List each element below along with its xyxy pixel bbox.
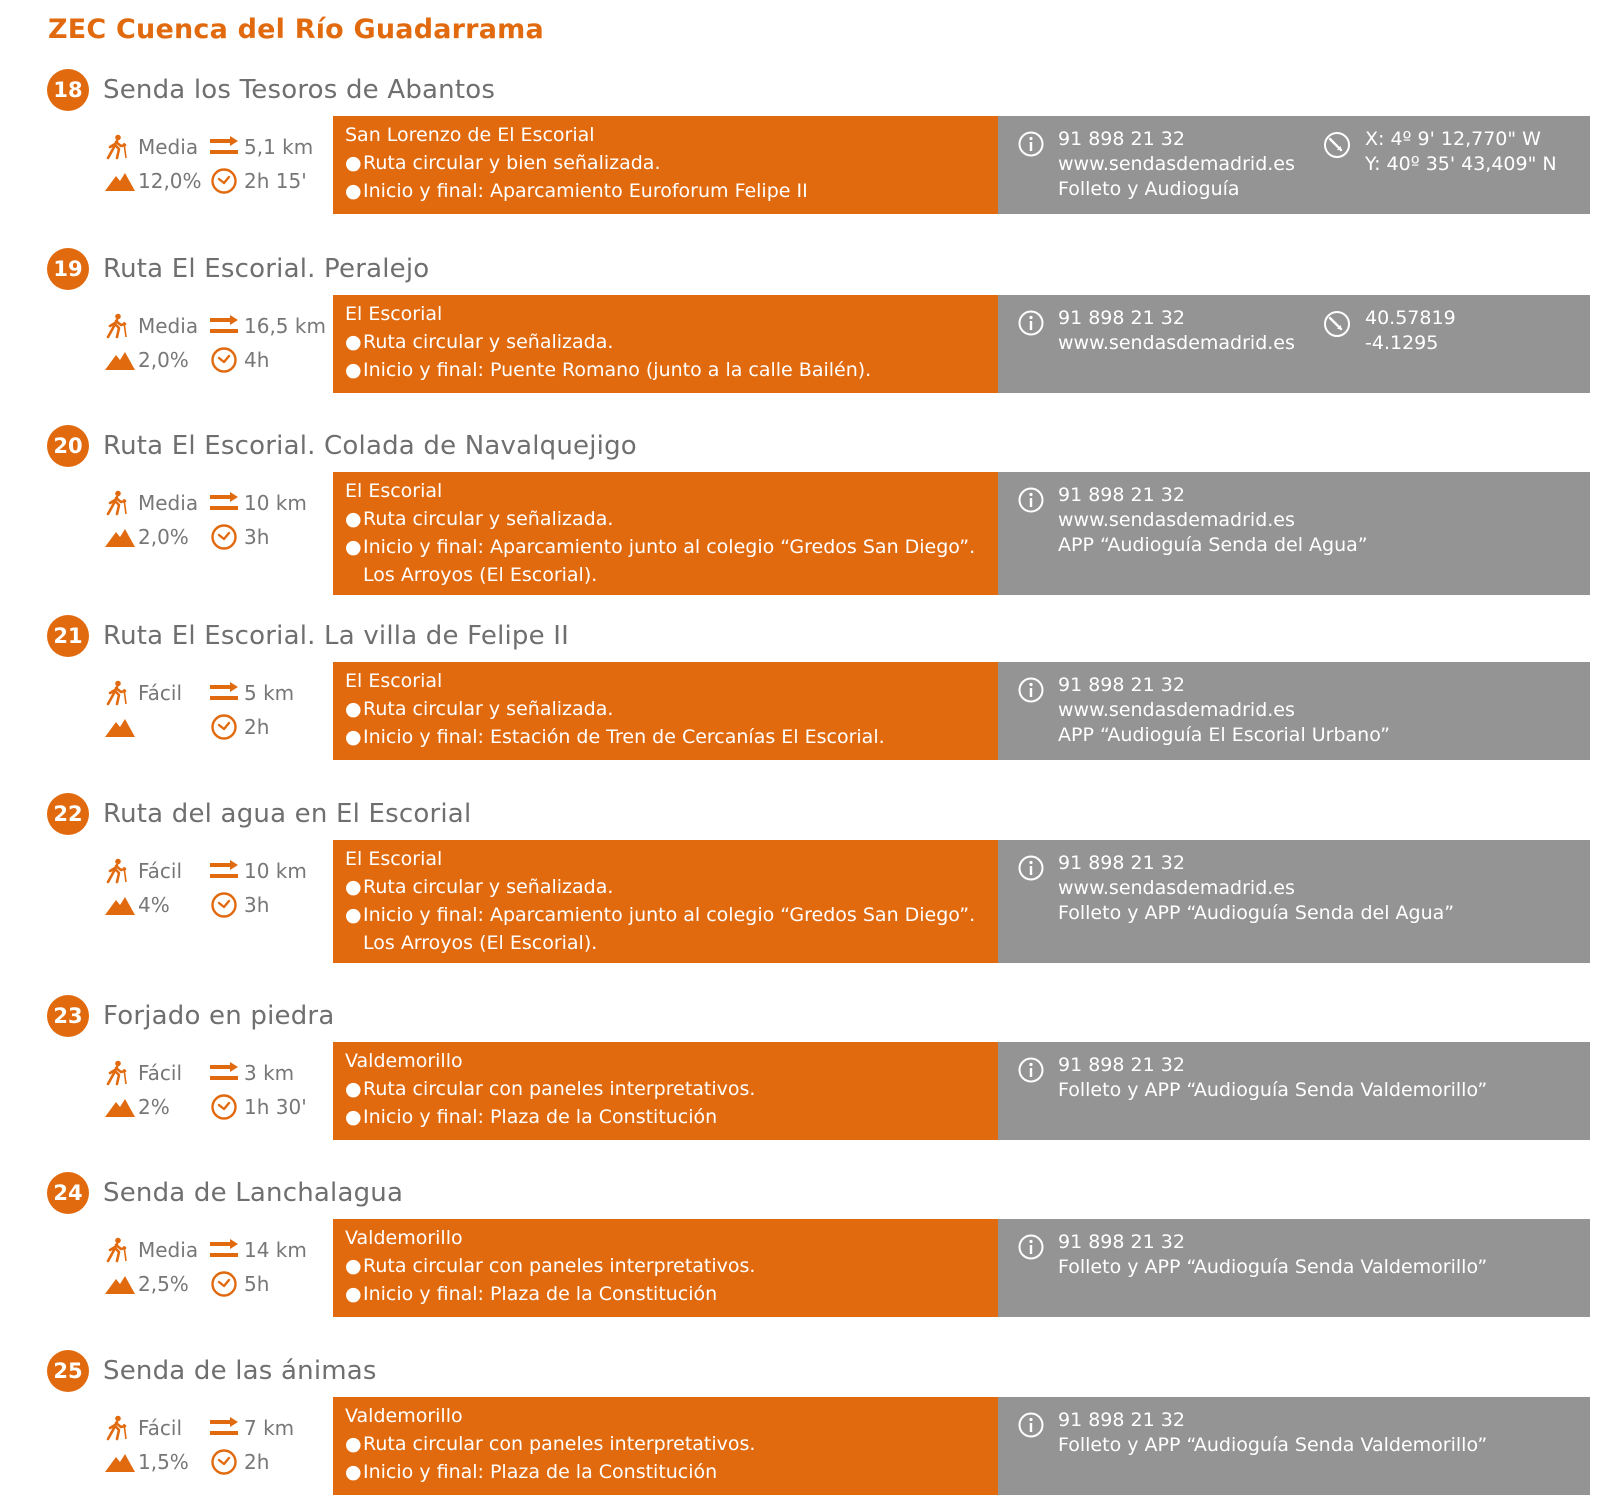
route-bullet: [345, 1280, 986, 1308]
slope-value: 2,0%: [138, 525, 189, 549]
duration: [210, 522, 269, 552]
coordinates: [1365, 306, 1456, 356]
distance: [210, 678, 294, 708]
route-bullet-text: Inicio y final: Plaza de la Constitución: [363, 1283, 718, 1305]
slope-value: 12,0%: [138, 169, 202, 193]
coordinate-line: 40.57819: [1365, 307, 1456, 329]
route-description: [333, 662, 998, 760]
route-block: [0, 1171, 1600, 1329]
route-header: [47, 994, 334, 1038]
distance-arrow-icon: [210, 1413, 244, 1443]
coordinate-line: X: 4º 9' 12,770" W: [1365, 128, 1541, 150]
mountain-icon: [104, 522, 138, 552]
hiker-icon: [104, 1235, 138, 1265]
duration-value: 1h 30': [244, 1095, 307, 1119]
route-name: Ruta El Escorial. Peralejo: [103, 254, 430, 284]
duration: [210, 345, 269, 375]
info-icon: [1018, 677, 1044, 703]
bullet-dot: ●: [345, 904, 362, 926]
route-info-panel: [998, 1397, 1590, 1495]
distance-arrow-icon: [210, 488, 244, 518]
difficulty: [104, 1413, 182, 1443]
compass-icon: [1323, 310, 1351, 338]
mountain-icon: [104, 166, 138, 196]
route-info-panel: [998, 662, 1590, 760]
hiker-icon: [104, 1413, 138, 1443]
route-description: [333, 116, 998, 214]
clock-icon: [210, 1092, 244, 1122]
route-location: Valdemorillo: [345, 1405, 463, 1427]
duration: [210, 166, 307, 196]
distance-value: 7 km: [244, 1416, 295, 1440]
duration-value: 3h: [244, 893, 270, 917]
slope-value: 2,0%: [138, 348, 189, 372]
route-description: [333, 1042, 998, 1140]
route-description: [333, 472, 998, 595]
difficulty-value: Fácil: [138, 681, 183, 705]
coordinate-line: -4.1295: [1365, 332, 1439, 354]
mountain-icon: [104, 1092, 138, 1122]
info-line: Folleto y APP “Audioguía Senda Valdemorillo”: [1058, 1079, 1488, 1101]
difficulty-value: Fácil: [138, 1416, 183, 1440]
clock-icon: [210, 1447, 244, 1477]
route-block: [0, 994, 1600, 1152]
route-description: [333, 1397, 998, 1495]
route-number-badge: 21: [47, 615, 89, 657]
route-number-badge: 23: [47, 995, 89, 1037]
route-name: Ruta El Escorial. Colada de Navalquejigo: [103, 431, 637, 461]
distance: [210, 1235, 307, 1265]
clock-icon: [210, 890, 244, 920]
route-stats: [104, 132, 322, 202]
bullet-dot: ●: [345, 1078, 362, 1100]
route-description: [333, 1219, 998, 1317]
duration: [210, 1447, 269, 1477]
route-bullet: [345, 177, 986, 205]
phone-number: 91 898 21 32: [1058, 852, 1185, 874]
duration-value: 2h: [244, 1450, 270, 1474]
route-header: [47, 424, 637, 468]
duration: [210, 712, 269, 742]
route-bullet: [345, 1103, 986, 1131]
distance: [210, 1058, 294, 1088]
slope-value: 2%: [138, 1095, 170, 1119]
distance-value: 5,1 km: [244, 135, 314, 159]
info-lines: [1058, 1053, 1487, 1103]
info-lines: [1058, 673, 1390, 748]
bullet-dot: ●: [345, 152, 362, 174]
mountain-icon: [104, 1447, 138, 1477]
route-header: [47, 1349, 377, 1393]
bullet-dot: ●: [345, 1106, 362, 1128]
difficulty-value: Fácil: [138, 1061, 183, 1085]
route-info-panel: [998, 1042, 1590, 1140]
difficulty-value: Media: [138, 314, 199, 338]
info-icon: [1018, 487, 1044, 513]
slope-value: 2,5%: [138, 1272, 189, 1296]
distance-value: 16,5 km: [244, 314, 326, 338]
difficulty: [104, 856, 182, 886]
distance-arrow-icon: [210, 1235, 244, 1265]
route-bullet-text: Inicio y final: Plaza de la Constitución: [363, 1461, 718, 1483]
distance-value: 3 km: [244, 1061, 295, 1085]
distance: [210, 1413, 294, 1443]
phone-number: 91 898 21 32: [1058, 128, 1185, 150]
info-line: Folleto y APP “Audioguía Senda Valdemorillo”: [1058, 1256, 1488, 1278]
duration-value: 3h: [244, 525, 270, 549]
slope: [104, 890, 170, 920]
difficulty-value: Media: [138, 1238, 199, 1262]
info-lines: [1058, 127, 1295, 202]
distance-arrow-icon: [210, 1058, 244, 1088]
distance-value: 10 km: [244, 491, 307, 515]
route-bullet: [345, 723, 986, 751]
difficulty: [104, 678, 182, 708]
mountain-icon: [104, 1269, 138, 1299]
route-header: [47, 68, 495, 112]
difficulty: [104, 488, 198, 518]
route-location: El Escorial: [345, 848, 443, 870]
phone-number: 91 898 21 32: [1058, 484, 1185, 506]
info-icon: [1018, 1412, 1044, 1438]
difficulty: [104, 1058, 182, 1088]
hiker-icon: [104, 311, 138, 341]
info-lines: [1058, 1408, 1487, 1458]
bullet-dot: ●: [345, 508, 362, 530]
bullet-dot: ●: [345, 180, 362, 202]
distance-value: 10 km: [244, 859, 307, 883]
route-bullet: [345, 328, 986, 356]
mountain-icon: [104, 890, 138, 920]
difficulty-value: Media: [138, 135, 199, 159]
route-bullet: [345, 1430, 986, 1458]
route-bullet: [345, 533, 986, 589]
duration: [210, 890, 269, 920]
route-bullet: [345, 505, 986, 533]
route-info-panel: [998, 840, 1590, 963]
phone-number: 91 898 21 32: [1058, 1054, 1185, 1076]
info-line: Folleto y Audioguía: [1058, 178, 1240, 200]
route-stats: [104, 678, 322, 748]
route-bullet-text: Ruta circular y señalizada.: [363, 876, 614, 898]
route-bullet-text: Inicio y final: Puente Romano (junto a la calle Bailén).: [363, 359, 872, 381]
route-name: Ruta El Escorial. La villa de Felipe II: [103, 621, 570, 651]
clock-icon: [210, 712, 244, 742]
distance-arrow-icon: [210, 311, 244, 341]
info-line: APP “Audioguía El Escorial Urbano”: [1058, 724, 1391, 746]
route-number-badge: 25: [47, 1350, 89, 1392]
info-icon: [1018, 855, 1044, 881]
route-block: [0, 1349, 1600, 1507]
bullet-dot: ●: [345, 331, 362, 353]
route-block: [0, 68, 1600, 226]
bullet-dot: ●: [345, 536, 362, 558]
website-link[interactable]: www.sendasdemadrid.es: [1058, 153, 1295, 175]
distance: [210, 488, 307, 518]
route-block: [0, 424, 1600, 607]
bullet-dot: ●: [345, 1461, 362, 1483]
route-bullet: [345, 149, 986, 177]
route-bullet-text: Ruta circular con paneles interpretativos.: [363, 1255, 756, 1277]
route-info-panel: [998, 295, 1590, 393]
page-title: ZEC Cuenca del Río Guadarrama: [48, 14, 544, 45]
route-bullet: [345, 1252, 986, 1280]
route-stats: [104, 856, 322, 926]
route-bullet-text: Ruta circular con paneles interpretativos.: [363, 1078, 756, 1100]
route-header: [47, 614, 569, 658]
route-location: San Lorenzo de El Escorial: [345, 124, 595, 146]
mountain-icon: [104, 712, 138, 742]
route-number-badge: 22: [47, 793, 89, 835]
route-number-badge: 19: [47, 248, 89, 290]
distance-arrow-icon: [210, 678, 244, 708]
route-header: [47, 792, 471, 836]
slope: [104, 1447, 189, 1477]
route-bullet-text: Ruta circular con paneles interpretativos.: [363, 1433, 756, 1455]
phone-number: 91 898 21 32: [1058, 1231, 1185, 1253]
route-number-badge: 18: [47, 69, 89, 111]
route-bullet-text: Inicio y final: Aparcamiento junto al colegio “Gredos San Diego”. Los Arroyos (El Escorial).: [363, 536, 976, 586]
route-stats: [104, 1058, 322, 1128]
route-bullet-text: Ruta circular y señalizada.: [363, 331, 614, 353]
mountain-icon: [104, 345, 138, 375]
info-lines: [1058, 483, 1368, 558]
distance-value: 5 km: [244, 681, 295, 705]
route-bullet-text: Ruta circular y bien señalizada.: [363, 152, 661, 174]
distance: [210, 856, 307, 886]
route-stats: [104, 488, 322, 558]
distance-arrow-icon: [210, 132, 244, 162]
bullet-dot: ●: [345, 726, 362, 748]
clock-icon: [210, 345, 244, 375]
distance-arrow-icon: [210, 856, 244, 886]
route-name: Forjado en piedra: [103, 1001, 335, 1031]
coordinates: [1365, 127, 1557, 177]
route-bullet-text: Ruta circular y señalizada.: [363, 698, 614, 720]
info-lines: [1058, 851, 1454, 926]
route-name: Senda los Tesoros de Abantos: [103, 75, 496, 105]
route-bullet: [345, 873, 986, 901]
info-icon: [1018, 1234, 1044, 1260]
bullet-dot: ●: [345, 1255, 362, 1277]
route-location: El Escorial: [345, 303, 443, 325]
duration-value: 2h: [244, 715, 270, 739]
route-bullet-text: Inicio y final: Estación de Tren de Cercanías El Escorial.: [363, 726, 885, 748]
website-link[interactable]: www.sendasdemadrid.es: [1058, 699, 1295, 721]
route-header: [47, 247, 429, 291]
clock-icon: [210, 1269, 244, 1299]
duration-value: 5h: [244, 1272, 270, 1296]
duration-value: 2h 15': [244, 169, 307, 193]
route-bullet: [345, 1458, 986, 1486]
route-block: [0, 247, 1600, 405]
distance: [210, 132, 313, 162]
distance-value: 14 km: [244, 1238, 307, 1262]
route-bullet: [345, 1075, 986, 1103]
slope-value: 4%: [138, 893, 170, 917]
route-bullet: [345, 356, 986, 384]
clock-icon: [210, 166, 244, 196]
website-link[interactable]: www.sendasdemadrid.es: [1058, 877, 1295, 899]
clock-icon: [210, 522, 244, 552]
route-location: El Escorial: [345, 670, 443, 692]
route-stats: [104, 1235, 322, 1305]
difficulty: [104, 311, 198, 341]
phone-number: 91 898 21 32: [1058, 674, 1185, 696]
bullet-dot: ●: [345, 359, 362, 381]
slope: [104, 345, 189, 375]
info-line: Folleto y APP “Audioguía Senda del Agua”: [1058, 902, 1455, 924]
route-description: [333, 840, 998, 963]
slope: [104, 522, 189, 552]
route-number-badge: 20: [47, 425, 89, 467]
distance: [210, 311, 326, 341]
phone-number: 91 898 21 32: [1058, 1409, 1185, 1431]
info-line: Folleto y APP “Audioguía Senda Valdemorillo”: [1058, 1434, 1488, 1456]
route-bullet: [345, 901, 986, 957]
hiker-icon: [104, 856, 138, 886]
info-icon: [1018, 310, 1044, 336]
hiker-icon: [104, 1058, 138, 1088]
slope: [104, 1269, 189, 1299]
route-bullet-text: Inicio y final: Aparcamiento Euroforum Felipe II: [363, 180, 808, 202]
route-stats: [104, 311, 326, 381]
route-bullet: [345, 695, 986, 723]
bullet-dot: ●: [345, 1283, 362, 1305]
hiker-icon: [104, 678, 138, 708]
slope: [104, 712, 138, 742]
phone-number: 91 898 21 32: [1058, 307, 1185, 329]
difficulty-value: Media: [138, 491, 199, 515]
hiker-icon: [104, 488, 138, 518]
route-name: Senda de Lanchalagua: [103, 1178, 404, 1208]
route-info-panel: [998, 116, 1590, 214]
website-link[interactable]: www.sendasdemadrid.es: [1058, 332, 1295, 354]
bullet-dot: ●: [345, 1433, 362, 1455]
route-stats: [104, 1413, 322, 1483]
difficulty-value: Fácil: [138, 859, 183, 883]
route-bullet-text: Inicio y final: Plaza de la Constitución: [363, 1106, 718, 1128]
info-icon: [1018, 131, 1044, 157]
info-line: APP “Audioguía Senda del Agua”: [1058, 534, 1368, 556]
website-link[interactable]: www.sendasdemadrid.es: [1058, 509, 1295, 531]
route-name: Ruta del agua en El Escorial: [103, 799, 472, 829]
route-header: [47, 1171, 403, 1215]
route-name: Senda de las ánimas: [103, 1356, 377, 1386]
difficulty: [104, 1235, 198, 1265]
route-number-badge: 24: [47, 1172, 89, 1214]
info-lines: [1058, 1230, 1487, 1280]
difficulty: [104, 132, 198, 162]
slope-value: 1,5%: [138, 1450, 189, 1474]
duration: [210, 1092, 307, 1122]
coordinate-line: Y: 40º 35' 43,409" N: [1365, 153, 1557, 175]
route-block: [0, 614, 1600, 772]
route-info-panel: [998, 472, 1590, 595]
route-location: Valdemorillo: [345, 1050, 463, 1072]
info-icon: [1018, 1057, 1044, 1083]
slope: [104, 166, 202, 196]
route-block: [0, 792, 1600, 975]
route-location: El Escorial: [345, 480, 443, 502]
compass-icon: [1323, 131, 1351, 159]
info-lines: [1058, 306, 1295, 356]
route-description: [333, 295, 998, 393]
route-bullet-text: Inicio y final: Aparcamiento junto al colegio “Gredos San Diego”. Los Arroyos (El Escorial).: [363, 904, 976, 954]
duration: [210, 1269, 269, 1299]
duration-value: 4h: [244, 348, 270, 372]
route-bullet-text: Ruta circular y señalizada.: [363, 508, 614, 530]
hiker-icon: [104, 132, 138, 162]
route-info-panel: [998, 1219, 1590, 1317]
bullet-dot: ●: [345, 876, 362, 898]
slope: [104, 1092, 170, 1122]
route-location: Valdemorillo: [345, 1227, 463, 1249]
bullet-dot: ●: [345, 698, 362, 720]
